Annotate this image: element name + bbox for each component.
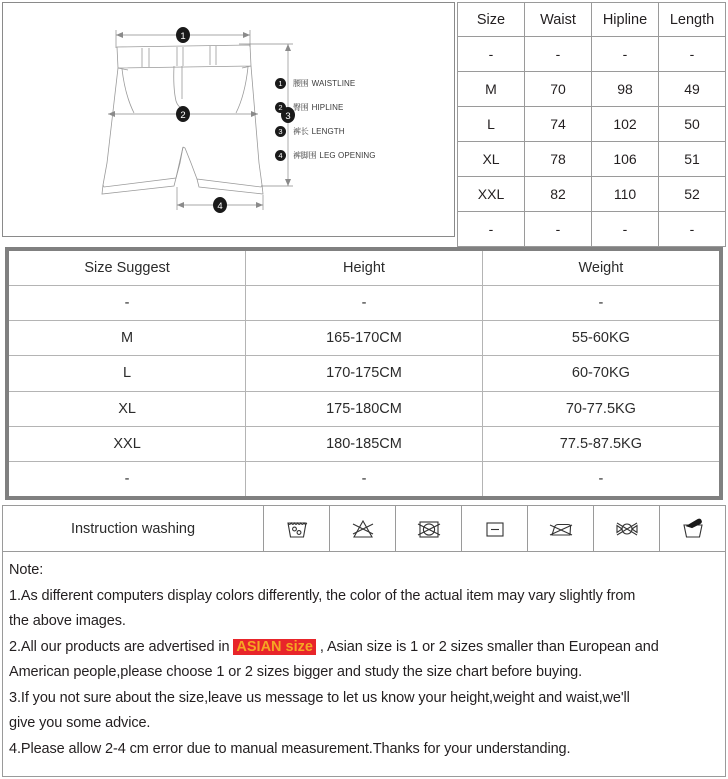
do-not-tumble-dry-icon bbox=[396, 506, 462, 552]
note-3-line-2: give you some advice. bbox=[9, 715, 151, 731]
table-row bbox=[458, 72, 726, 107]
top-section bbox=[0, 0, 728, 240]
asian-size-highlight: ASIAN size bbox=[233, 639, 316, 655]
cell-size: - bbox=[458, 212, 525, 247]
table-row bbox=[9, 285, 719, 320]
cell-size: - bbox=[9, 462, 246, 496]
cell-length: - bbox=[659, 212, 726, 247]
cell-length: 52 bbox=[659, 177, 726, 212]
cell-hipline: 106 bbox=[592, 142, 659, 177]
cell-length: 49 bbox=[659, 72, 726, 107]
legend-bullet-3-icon: 3 bbox=[275, 126, 286, 137]
svg-text:4: 4 bbox=[217, 201, 223, 212]
cell-hipline: 110 bbox=[592, 177, 659, 212]
table-header-row bbox=[458, 3, 726, 37]
cell-weight: - bbox=[482, 285, 719, 320]
legend-bullet-2-icon: 2 bbox=[275, 102, 286, 113]
note-2-line-1 bbox=[9, 635, 721, 661]
size-suggest-table bbox=[9, 251, 719, 496]
machine-wash-icon bbox=[264, 506, 330, 552]
cell-length: 50 bbox=[659, 107, 726, 142]
cell-size: L bbox=[458, 107, 525, 142]
size-measurement-table bbox=[457, 2, 726, 247]
dry-flat-icon bbox=[462, 506, 528, 552]
svg-text:3: 3 bbox=[285, 111, 291, 122]
legend-label-cn-3: 裤长 bbox=[293, 126, 309, 136]
size-suggest-section bbox=[5, 247, 723, 500]
cell-weight: - bbox=[482, 462, 719, 496]
column-header-height: Height bbox=[246, 251, 483, 285]
cell-hipline: 98 bbox=[592, 72, 659, 107]
legend-label-en-1: WAISTLINE bbox=[311, 78, 356, 88]
legend-item-length bbox=[275, 119, 450, 143]
column-header-hipline: Hipline bbox=[592, 3, 659, 37]
table-header-row bbox=[9, 251, 719, 285]
table-row bbox=[9, 426, 719, 461]
note-1-line-1: 1.As different computers display colors differently, the color of the actual item may vary slightly from bbox=[9, 587, 636, 604]
cell-size: XL bbox=[458, 142, 525, 177]
note-1-line-2: the above images. bbox=[9, 613, 126, 629]
svg-text:1: 1 bbox=[180, 31, 186, 42]
note-2-text-before: 2.All our products are advertised in bbox=[9, 638, 230, 655]
washing-label: Instruction washing bbox=[3, 506, 264, 552]
cell-hipline: - bbox=[592, 37, 659, 72]
column-header-size: Size bbox=[458, 3, 525, 37]
cell-size: XXL bbox=[9, 426, 246, 461]
table-row bbox=[458, 37, 726, 72]
hand-wash-icon bbox=[660, 506, 726, 552]
cell-hipline: - bbox=[592, 212, 659, 247]
column-header-waist: Waist bbox=[525, 3, 592, 37]
note-2-line-2: American people,please choose 1 or 2 sizes bigger and study the size chart before buying. bbox=[9, 664, 583, 680]
cell-length: 51 bbox=[659, 142, 726, 177]
cell-height: 180-185CM bbox=[246, 426, 483, 461]
cell-size: M bbox=[458, 72, 525, 107]
cell-size: XL bbox=[9, 391, 246, 426]
cell-size: - bbox=[458, 37, 525, 72]
washing-row bbox=[3, 506, 726, 552]
legend-label-cn-4: 裤脚围 bbox=[293, 150, 317, 160]
note-4: 4.Please allow 2-4 cm error due to manual measurement.Thanks for your understanding. bbox=[9, 740, 571, 757]
table-row bbox=[458, 107, 726, 142]
svg-text:2: 2 bbox=[180, 110, 186, 121]
note-title: Note: bbox=[9, 562, 44, 578]
legend-bullet-4-icon: 4 bbox=[275, 150, 286, 161]
cell-weight: 77.5-87.5KG bbox=[482, 426, 719, 461]
do-not-dry-clean-icon bbox=[594, 506, 660, 552]
cell-hipline: 102 bbox=[592, 107, 659, 142]
table-row bbox=[458, 142, 726, 177]
cell-waist: 82 bbox=[525, 177, 592, 212]
table-row bbox=[9, 321, 719, 356]
legend-label-cn-2: 臀围 bbox=[293, 102, 309, 112]
cell-height: - bbox=[246, 462, 483, 496]
legend-label-en-3: LENGTH bbox=[311, 126, 345, 136]
legend-item-leg-opening bbox=[275, 143, 450, 167]
table-row bbox=[9, 391, 719, 426]
table-row bbox=[458, 212, 726, 247]
note-3-line-1: 3.If you not sure about the size,leave us message to let us know your height,weight and waist,we'll bbox=[9, 689, 630, 706]
legend-bullet-1-icon: 1 bbox=[275, 78, 286, 89]
do-not-iron-icon bbox=[528, 506, 594, 552]
cell-size: L bbox=[9, 356, 246, 391]
legend-label-cn-1: 腰围 bbox=[293, 78, 309, 88]
legend-label-en-2: HIPLINE bbox=[311, 102, 344, 112]
column-header-size-suggest: Size Suggest bbox=[9, 251, 246, 285]
column-header-weight: Weight bbox=[482, 251, 719, 285]
cell-height: - bbox=[246, 285, 483, 320]
note-2-text-after: , Asian size is 1 or 2 sizes smaller than European and bbox=[319, 638, 659, 655]
cell-waist: - bbox=[525, 212, 592, 247]
cell-waist: 78 bbox=[525, 142, 592, 177]
do-not-bleach-icon bbox=[330, 506, 396, 552]
cell-length: - bbox=[659, 37, 726, 72]
washing-instructions-section bbox=[2, 505, 726, 552]
table-row bbox=[9, 356, 719, 391]
legend-item-hipline bbox=[275, 95, 450, 119]
cell-waist: 74 bbox=[525, 107, 592, 142]
cell-weight: 55-60KG bbox=[482, 321, 719, 356]
notes-section bbox=[2, 551, 726, 777]
legend-item-waistline bbox=[275, 71, 450, 95]
legend-label-en-4: LEG OPENING bbox=[319, 150, 376, 160]
table-row bbox=[458, 177, 726, 212]
cell-height: 170-175CM bbox=[246, 356, 483, 391]
garment-diagram-box bbox=[2, 2, 455, 237]
cell-size: XXL bbox=[458, 177, 525, 212]
column-header-length: Length bbox=[659, 3, 726, 37]
cell-size: M bbox=[9, 321, 246, 356]
cell-height: 165-170CM bbox=[246, 321, 483, 356]
cell-size: - bbox=[9, 285, 246, 320]
table-row bbox=[9, 462, 719, 496]
washing-instructions-table bbox=[2, 505, 726, 552]
cell-weight: 60-70KG bbox=[482, 356, 719, 391]
cell-height: 175-180CM bbox=[246, 391, 483, 426]
cell-waist: - bbox=[525, 37, 592, 72]
cell-waist: 70 bbox=[525, 72, 592, 107]
measurement-legend bbox=[275, 71, 450, 167]
cell-weight: 70-77.5KG bbox=[482, 391, 719, 426]
